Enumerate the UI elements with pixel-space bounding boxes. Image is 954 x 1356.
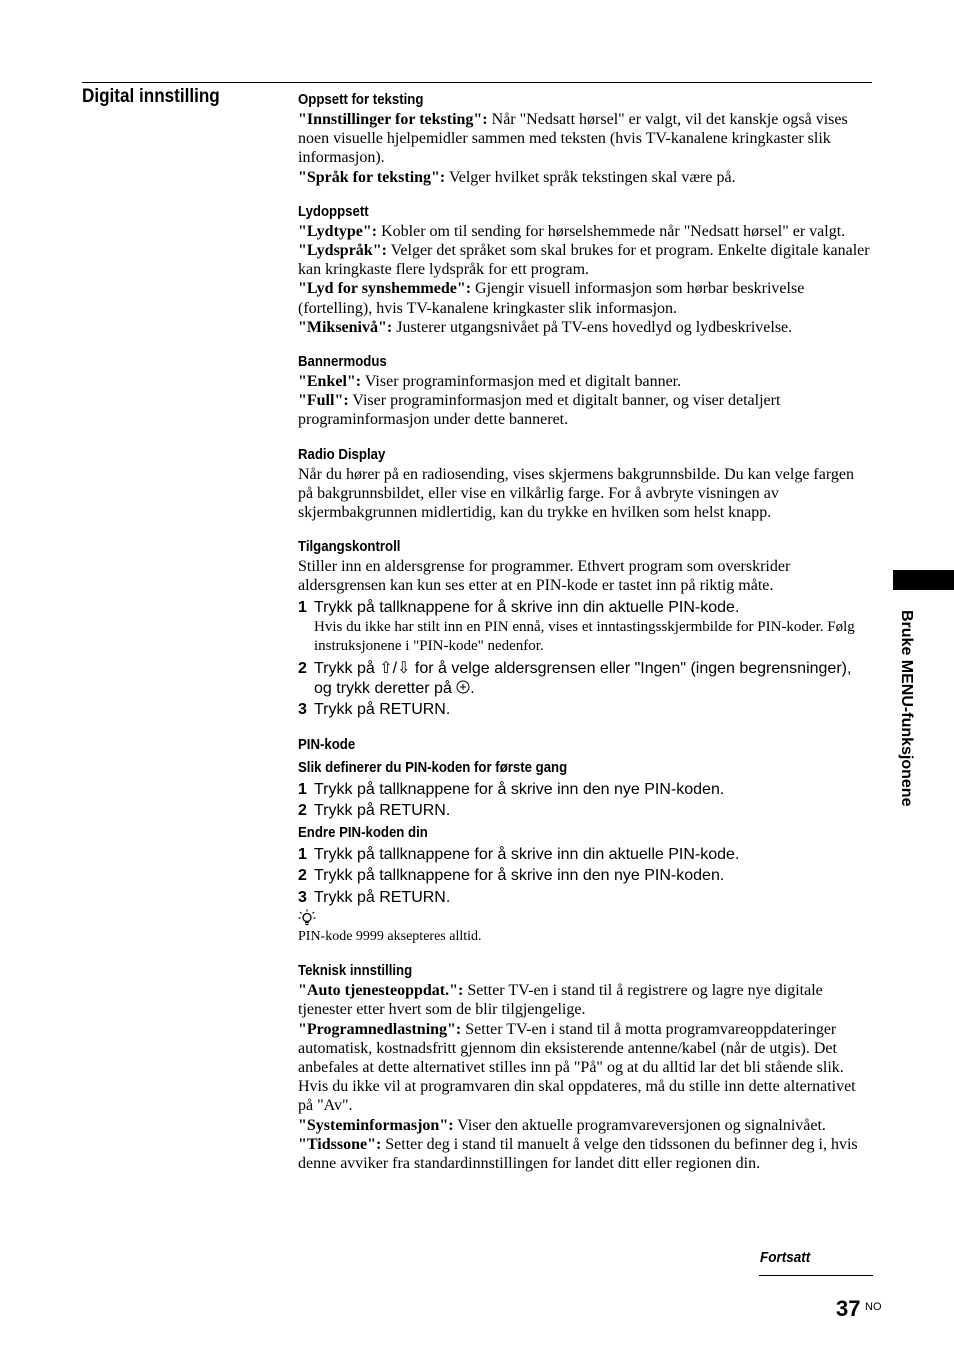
access-step-3	[298, 700, 872, 720]
audio-item	[298, 241, 872, 279]
technical-item	[298, 1116, 872, 1135]
pin-heading: PIN-kode	[298, 735, 356, 753]
subtitling-heading: Oppsett for teksting	[298, 91, 424, 108]
radio-section	[298, 445, 872, 523]
section-title: Digital innstilling	[82, 86, 220, 107]
step-number: 2	[298, 867, 307, 885]
page-number: 37	[836, 1296, 861, 1321]
item-text: Gjengir visuell informasjon som hørbar beskrivelse (fortelling), hvis TV-kanalene kringkaster slik informasjon.	[298, 280, 805, 317]
item-label: "Lyd for synshemmede":	[298, 280, 472, 298]
item-text: Kobler om til sending for hørselshemmede når "Nedsatt hørsel" er valgt.	[377, 222, 846, 240]
banner-heading: Bannermodus	[298, 353, 387, 371]
top-rule	[82, 82, 872, 83]
pin-first-heading: Slik definerer du PIN-koden for første gang	[298, 758, 568, 776]
item-label: "Full":	[298, 392, 349, 410]
content	[298, 90, 872, 1188]
item-text: Velger det språket som skal brukes for et program. Enkelte digitale kanaler kan kringkaste flere lydspråk for ett program.	[298, 242, 870, 279]
step-text-part: Trykk på	[314, 660, 380, 678]
technical-item	[298, 1135, 872, 1173]
step-text: Trykk på tallknappene for å skrive inn den nye PIN-koden.	[314, 780, 725, 798]
pin-section	[298, 735, 872, 947]
step-text: Trykk på tallknappene for å skrive inn den nye PIN-koden.	[314, 867, 725, 885]
access-heading: Tilgangskontroll	[298, 538, 401, 556]
technical-item	[298, 981, 872, 1019]
step-number: 1	[298, 780, 307, 798]
step-text: Trykk på tallknappene for å skrive inn din aktuelle PIN-kode.	[314, 598, 740, 616]
item-text: Når "Nedsatt hørsel" er valgt, vil det kanskje også vises noen visuelle hjelpemidler sammen med teksten (hvis TV-kanalene kringkaster slik informasjon).	[298, 111, 848, 167]
enter-button-icon	[456, 680, 470, 694]
pin-change-step	[298, 866, 872, 886]
subtitling-item	[298, 110, 872, 168]
audio-section	[298, 202, 872, 337]
audio-item	[298, 318, 872, 337]
pin-first-step	[298, 801, 872, 821]
item-text: Justerer utgangsnivået på TV-ens hovedlyd og lydbeskrivelse.	[392, 318, 793, 336]
step-number: 2	[298, 660, 307, 678]
item-label: "Lydtype":	[298, 222, 378, 240]
pin-change-heading: Endre PIN-koden din	[298, 823, 428, 841]
item-text: Velger hvilket språk tekstingen skal være på.	[445, 168, 736, 186]
banner-item	[298, 372, 872, 391]
subtitling-section	[298, 90, 872, 187]
step-text-part: .	[470, 679, 475, 697]
item-label: "Enkel":	[298, 373, 362, 391]
pin-first-step	[298, 780, 872, 800]
item-text: Viser den aktuelle programvareversjonen og signalnivået.	[453, 1116, 826, 1134]
item-label: "Innstillinger for teksting":	[298, 111, 488, 128]
technical-section	[298, 961, 872, 1173]
step-number: 2	[298, 802, 307, 820]
item-text: Setter TV-en i stand til å registrere og lagre nye digitale tjenester etter hvert som de blir tilgjengelige.	[298, 982, 823, 1019]
item-text: Viser programinformasjon med et digitalt banner, og viser detaljert programinformasjon under dette banneret.	[298, 392, 781, 429]
item-text: Setter TV-en i stand til å motta programvareoppdateringer automatisk, kostnadsfritt gjennom din eksisterende antenne/kabel (når de utgis). Det anbefales at dette alternativet stilles inn på "På" og at du alltid lar det bli stående slik. Hvis du ikke vil at programvaren din skal oppdateres, må du stille inn dette alternativet på "Av".	[298, 1020, 856, 1115]
pin-change-step	[298, 888, 872, 908]
step-number: 3	[298, 888, 307, 906]
banner-item	[298, 391, 872, 429]
radio-heading: Radio Display	[298, 445, 386, 463]
audio-heading: Lydoppsett	[298, 202, 369, 220]
step-text: Trykk på tallknappene for å skrive inn din aktuelle PIN-kode.	[314, 845, 740, 863]
hint-text: PIN-kode 9999 aksepteres alltid.	[298, 929, 482, 945]
step-text-part: for å velge aldersgrensen eller "Ingen" (ingen begrensninger), og trykk deretter på	[314, 660, 852, 697]
access-step-1-note: Hvis du ikke har stilt inn en PIN ennå, vises et inntastingsskjermbilde for PIN-koder. Følg instruksjonene i "PIN-kode" nedenfor.	[314, 619, 855, 655]
item-label: "Systeminformasjon":	[298, 1116, 454, 1134]
radio-text: Når du hører på en radiosending, vises skjermens bakgrunnsbilde. Du kan velge fargen på bakgrunnsbildet, eller vise en vilkårlig farge. For å avbryte visningen av skjermbakgrunnen midlertidig, kan du trykke en hvilken som helst knapp.	[298, 465, 854, 522]
step-text	[314, 659, 872, 698]
subtitling-item	[298, 168, 872, 187]
page-language-code: NO	[865, 1301, 882, 1313]
lightbulb-hint-icon	[298, 909, 316, 927]
item-label: "Auto tjenesteoppdat.":	[298, 982, 464, 1000]
side-tab-label: Bruke MENU-funksjonene	[898, 610, 915, 807]
item-label: "Programnedlastning":	[298, 1020, 462, 1038]
item-label: "Miksenivå":	[298, 318, 393, 336]
audio-item	[298, 279, 872, 317]
access-step-1	[298, 598, 872, 618]
continued-label: Fortsatt	[760, 1249, 811, 1266]
side-tab-marker	[893, 570, 954, 590]
item-label: "Språk for teksting":	[298, 168, 446, 186]
banner-section	[298, 352, 872, 430]
bottom-rule	[759, 1275, 873, 1276]
item-text: Viser programinformasjon med et digitalt banner.	[361, 373, 682, 391]
item-label: "Tidssone":	[298, 1135, 382, 1153]
technical-heading: Teknisk innstilling	[298, 962, 413, 980]
item-text: Setter deg i stand til manuelt å velge den tidssonen du befinner deg i, hvis denne avviker fra standardinnstillingen for landet ditt eller regionen din.	[298, 1135, 858, 1172]
item-label: "Lydspråk":	[298, 242, 387, 260]
step-number: 3	[298, 701, 307, 719]
audio-item	[298, 222, 872, 241]
access-text: Stiller inn en aldersgrense for programmer. Ethvert program som overskrider aldersgrensen kan kun ses etter at en PIN-kode er tastet inn på riktig måte.	[298, 558, 791, 595]
access-section	[298, 537, 872, 719]
step-text: Trykk på RETURN.	[314, 701, 451, 719]
technical-item	[298, 1020, 872, 1116]
step-text: Trykk på RETURN.	[314, 802, 451, 820]
step-text: Trykk på RETURN.	[314, 888, 451, 906]
pin-change-step	[298, 845, 872, 865]
up-down-arrow-icon: ⇧/⇩	[379, 660, 411, 678]
access-step-2	[298, 659, 872, 698]
step-number: 1	[298, 845, 307, 863]
step-number: 1	[298, 598, 307, 616]
